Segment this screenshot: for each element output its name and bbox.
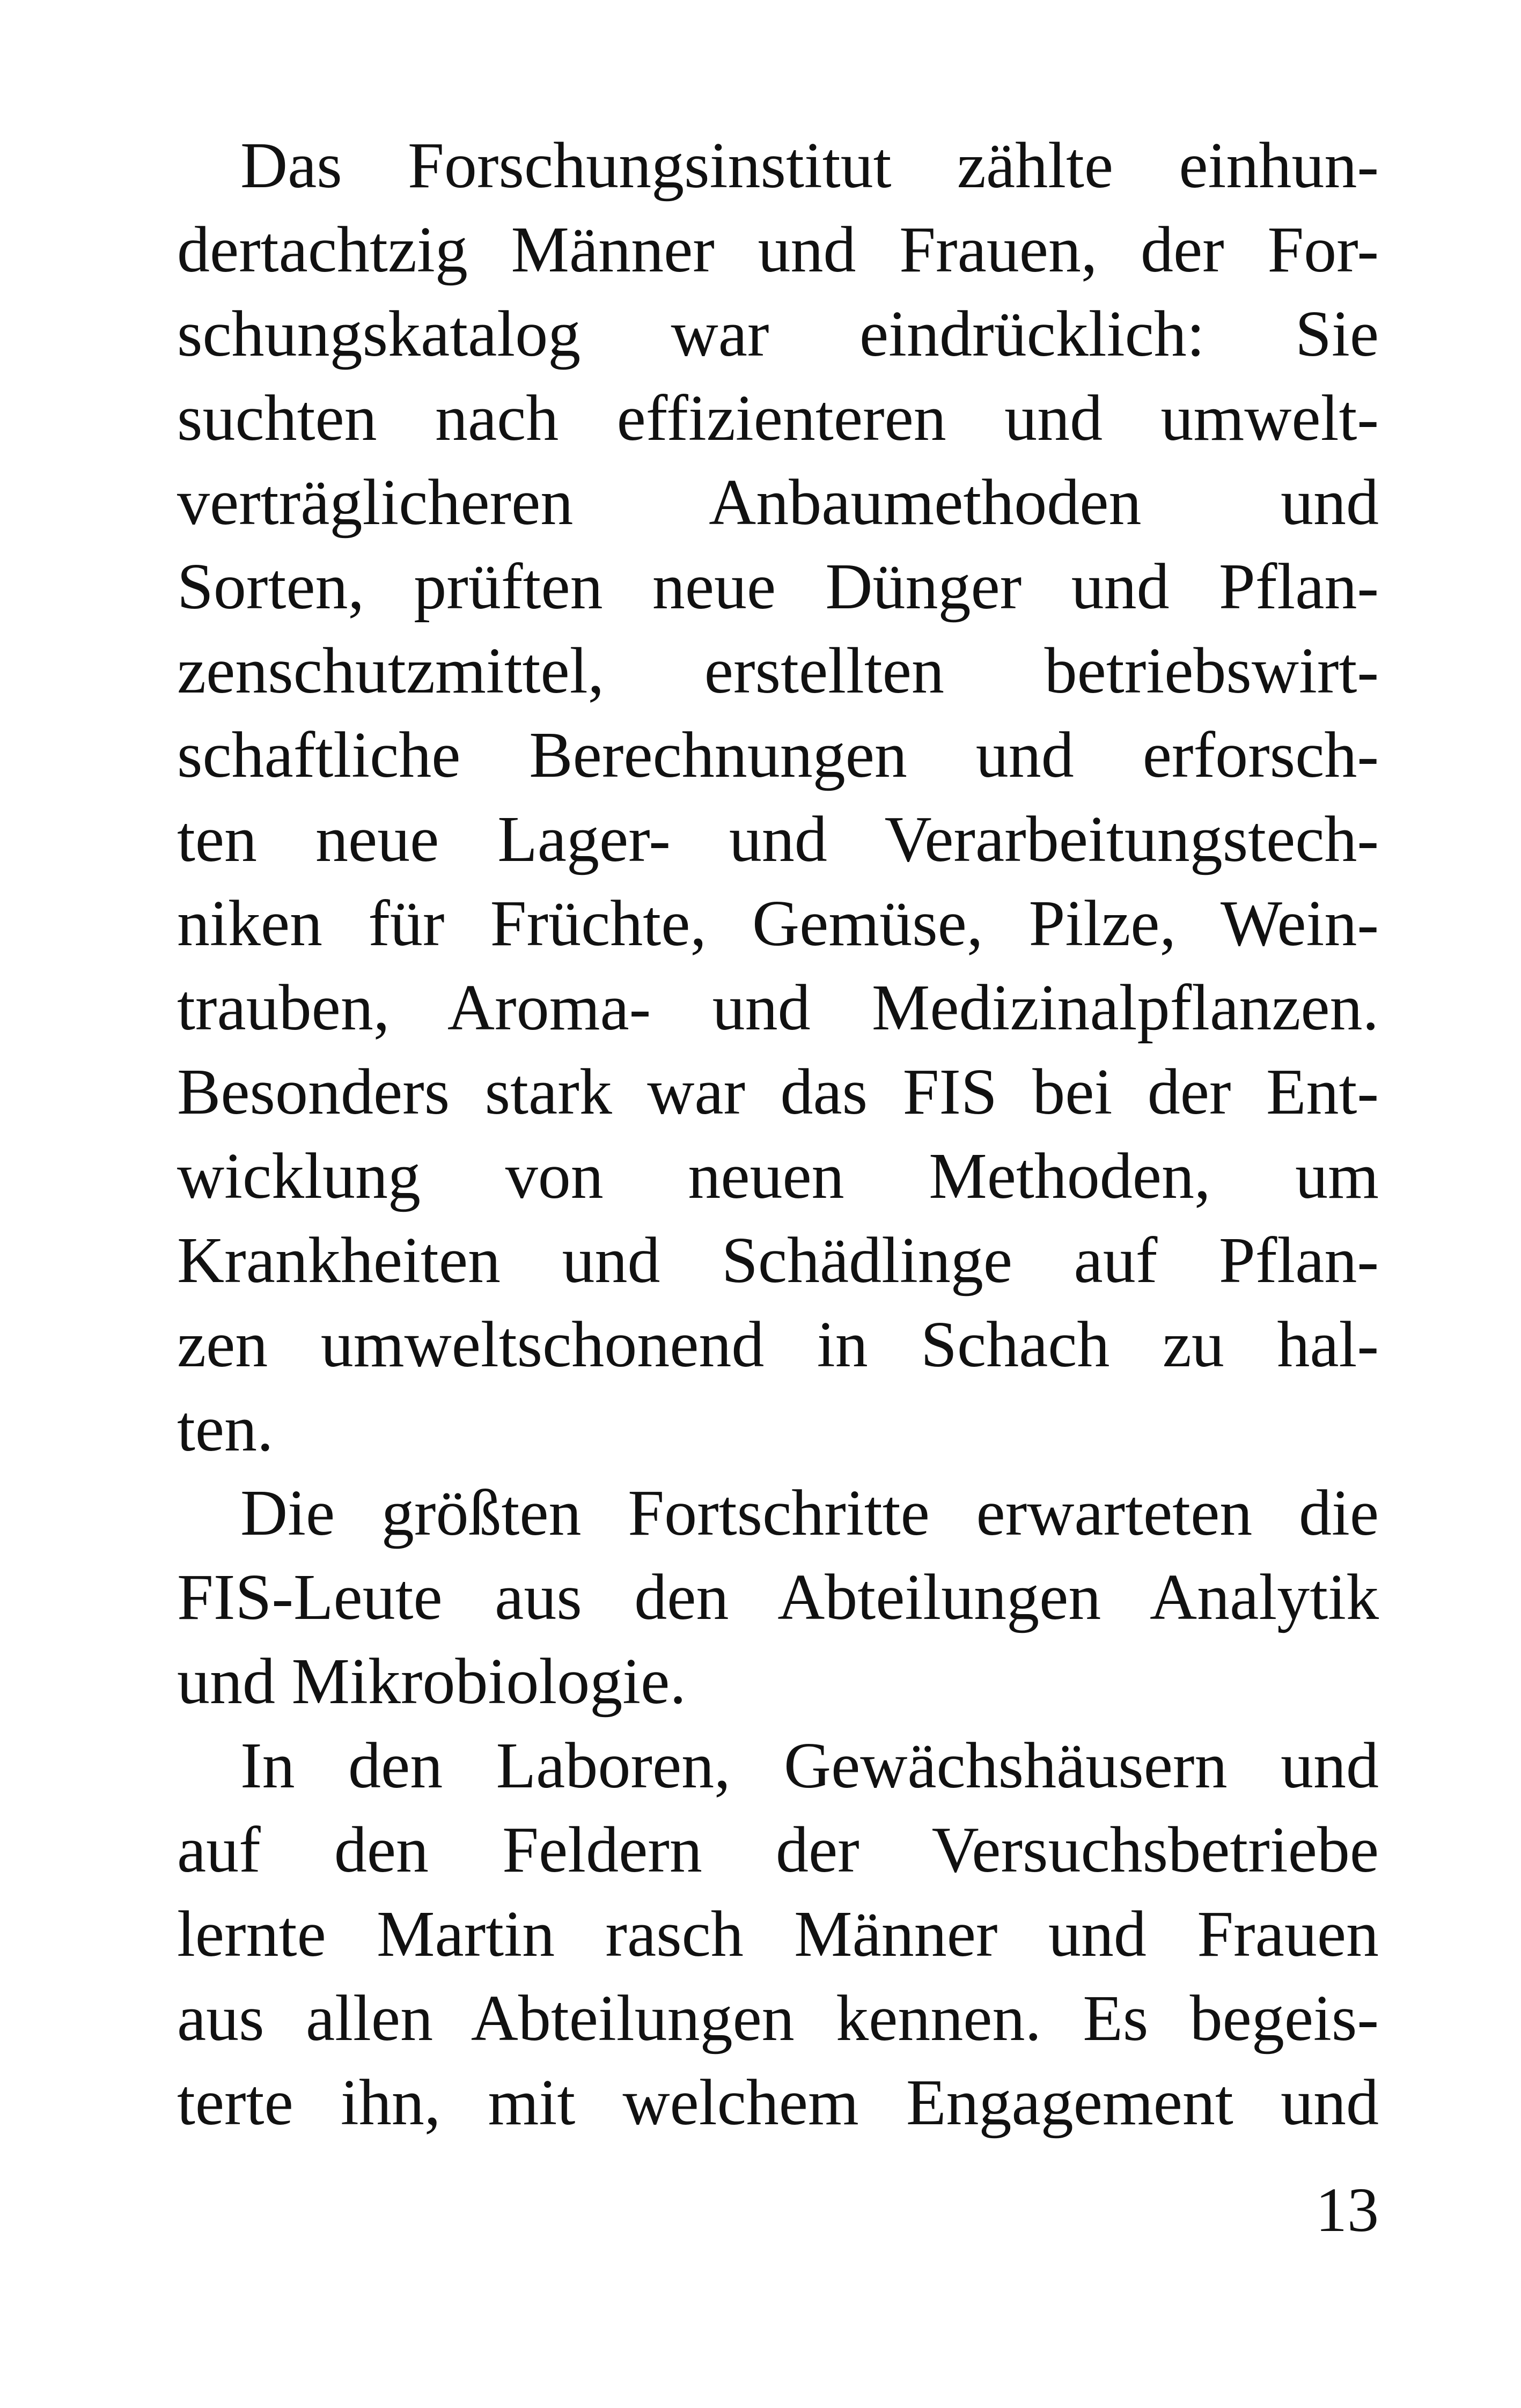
text-line: lernte Martin rasch Männer und Frauen xyxy=(177,1898,1379,1970)
text-line: Die größten Fortschritte erwarteten die xyxy=(240,1477,1379,1549)
paragraph xyxy=(177,1724,1379,2145)
text-line: Besonders stark war das FIS bei der Ent- xyxy=(177,1056,1379,1128)
text-line: niken für Früchte, Gemüse, Pilze, Wein- xyxy=(177,887,1379,960)
text-line: wicklung von neuen Methoden, um xyxy=(177,1140,1379,1212)
text-line: terte ihn, mit welchem Engagement und xyxy=(177,2066,1379,2139)
body-text xyxy=(177,123,1379,2145)
text-line: FIS-Leute aus den Abteilungen Analytik xyxy=(177,1561,1379,1633)
text-line: ten. xyxy=(177,1393,274,1465)
text-line: Krankheiten und Schädlinge auf Pflan- xyxy=(177,1224,1379,1297)
paragraph xyxy=(177,123,1379,1471)
text-line: verträglicheren Anbaumethoden und xyxy=(177,466,1379,539)
text-line: aus allen Abteilungen kennen. Es begeis- xyxy=(177,1982,1379,2054)
text-line: suchten nach effizienteren und umwelt- xyxy=(177,382,1379,454)
text-line: Sorten, prüften neue Dünger und Pflan- xyxy=(177,550,1379,623)
text-line: auf den Feldern der Versuchsbetriebe xyxy=(177,1814,1379,1886)
text-line: In den Laboren, Gewächshäusern und xyxy=(240,1729,1379,1802)
paragraph xyxy=(177,1471,1379,1724)
text-line: zen umweltschonend in Schach zu hal- xyxy=(177,1308,1379,1381)
text-line: schungskatalog war eindrücklich: Sie xyxy=(177,298,1379,370)
text-line: und Mikrobiologie. xyxy=(177,1645,686,1718)
text-line: zenschutzmittel, erstellten betriebswirt- xyxy=(177,635,1379,707)
text-line: schaftliche Berechnungen und erforsch- xyxy=(177,719,1379,791)
text-line: dertachtzig Männer und Frauen, der For- xyxy=(177,213,1379,286)
text-line: Das Forschungsinstitut zählte einhun- xyxy=(240,129,1379,202)
page-number: 13 xyxy=(1316,2175,1379,2245)
text-line: trauben, Aroma- und Medizinalpflanzen. xyxy=(177,971,1379,1044)
text-line: ten neue Lager- und Verarbeitungstech- xyxy=(177,803,1379,875)
